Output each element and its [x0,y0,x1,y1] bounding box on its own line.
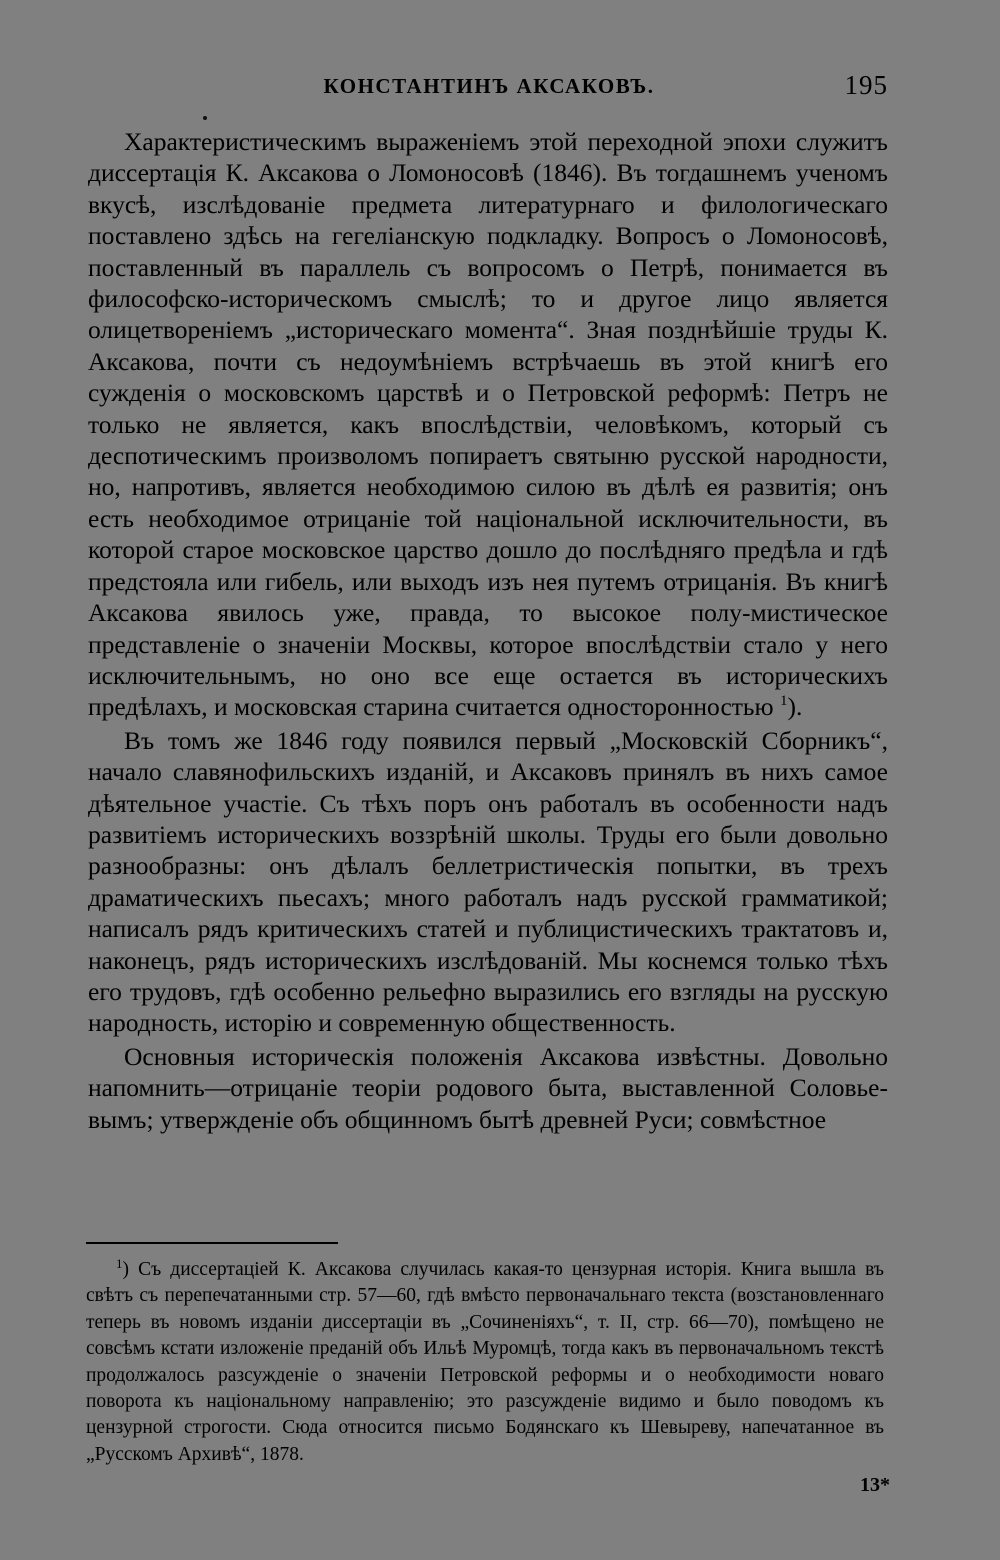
running-title: КОНСТАНТИНЪ АКСАКОВЪ. [323,74,655,98]
footnote-text: ) Съ диссертаціей К. Аксакова случилась какая-то цензурная исторія. Книга вышла въ свѣтъ съ перепечатанными стр. 57—60, гдѣ вмѣсто первоначальнаго текста (возстановленнаго теперь въ новомъ изданіи диссертаціи въ „Сочиненіяхъ“, т. II, стр. 66—70), помѣщено не совсѣмъ кстати изложеніе преданій объ Ильѣ Муромцѣ, тогда какъ въ первоначальномъ текстѣ продолжалось разсужденіе о значеніи Петровской реформы и о необходимости новаго поворота къ національному направленію; это разсужденіе видимо и было поводомъ къ цензурной строгости. Сюда относится письмо Бодянскаго къ Шевыреву, напечатанное въ „Русскомъ Архивѣ“, 1878. [86,1259,884,1465]
paragraph-text: Характеристическимъ выраженіемъ этой переходной эпохи служитъ диссертація К. Аксакова о Ломоносовѣ (1846). Въ тогдашнемъ ученомъ вкусѣ, изслѣдованіе предмета литературнаго и филологическаго поставлено здѣсь на гегеліанскую подкладку. Вопросъ о Ломоносовѣ, поставленный въ параллель съ вопросомъ о Петрѣ, понимается въ философско-историческомъ смыслѣ; то и другое лицо является олицетвореніемъ „историческаго момента“. Зная позднѣйшіе труды К. Аксакова, почти съ недоумѣніемъ встрѣчаешь въ этой книгѣ его сужденія о московскомъ царствѣ и о Петровской реформѣ: Петръ не только не является, какъ впослѣдствіи, человѣкомъ, который съ деспотическимъ произволомъ попираетъ святыню русской народности, но, напротивъ, является необходимою силою въ дѣлѣ ея развитія; онъ есть необходимое отрицаніе той національной исключительности, въ которой старое московское царство дошло до послѣдняго предѣла и гдѣ предстояла или гибель, или выходъ изъ нея путемъ отрицанія. Въ книгѣ Аксакова явилось уже, правда, то высокое полу-мистическое представленіе о значеніи Москвы, которое впослѣдствіи стало у него исключительнымъ, но оно все еще остается въ историческихъ предѣлахъ, и московская старина считается односторонностью [88,127,888,722]
running-head [88,70,890,106]
paragraph: Въ томъ же 1846 году появился первый „Московскій Сборникъ“, начало славянофильскихъ изданій, и Аксаковъ принялъ въ нихъ самое дѣятельное участіе. Съ тѣхъ поръ онъ работалъ въ особенности надъ развитіемъ историческихъ воззрѣній школы. Труды его были довольно разнообразны: онъ дѣлалъ беллетристическія попытки, въ трехъ драматическихъ пьесахъ; много работалъ надъ русской грамматикой; написалъ рядъ критическихъ статей и публицистическихъ трактатовъ и, наконецъ, рядъ историческихъ изслѣдованій. Мы коснемся только тѣхъ его трудовъ, гдѣ особенно рельефно выразились его взгляды на русскую народность, исторію и современную общественность. [88,725,888,1038]
footnote-reference: 1 [779,693,788,710]
print-speck [203,116,207,120]
footnote-reference-close: ). [787,692,803,722]
footnote [86,1257,884,1468]
page-number: 195 [844,70,888,100]
printer-signature: 13* [860,1474,890,1496]
body-text [88,126,888,1135]
paragraph [88,126,888,723]
footnote-marker: 1 [116,1256,123,1271]
footnote-divider [86,1242,338,1244]
paragraph: Основныя историческія положенія Аксакова извѣстны. Довольно напомнить—отрицаніе теоріи родового быта, выставленной Соловьевымъ; утвержденіе объ общинномъ бытѣ древней Руси; совмѣстное [88,1041,888,1134]
